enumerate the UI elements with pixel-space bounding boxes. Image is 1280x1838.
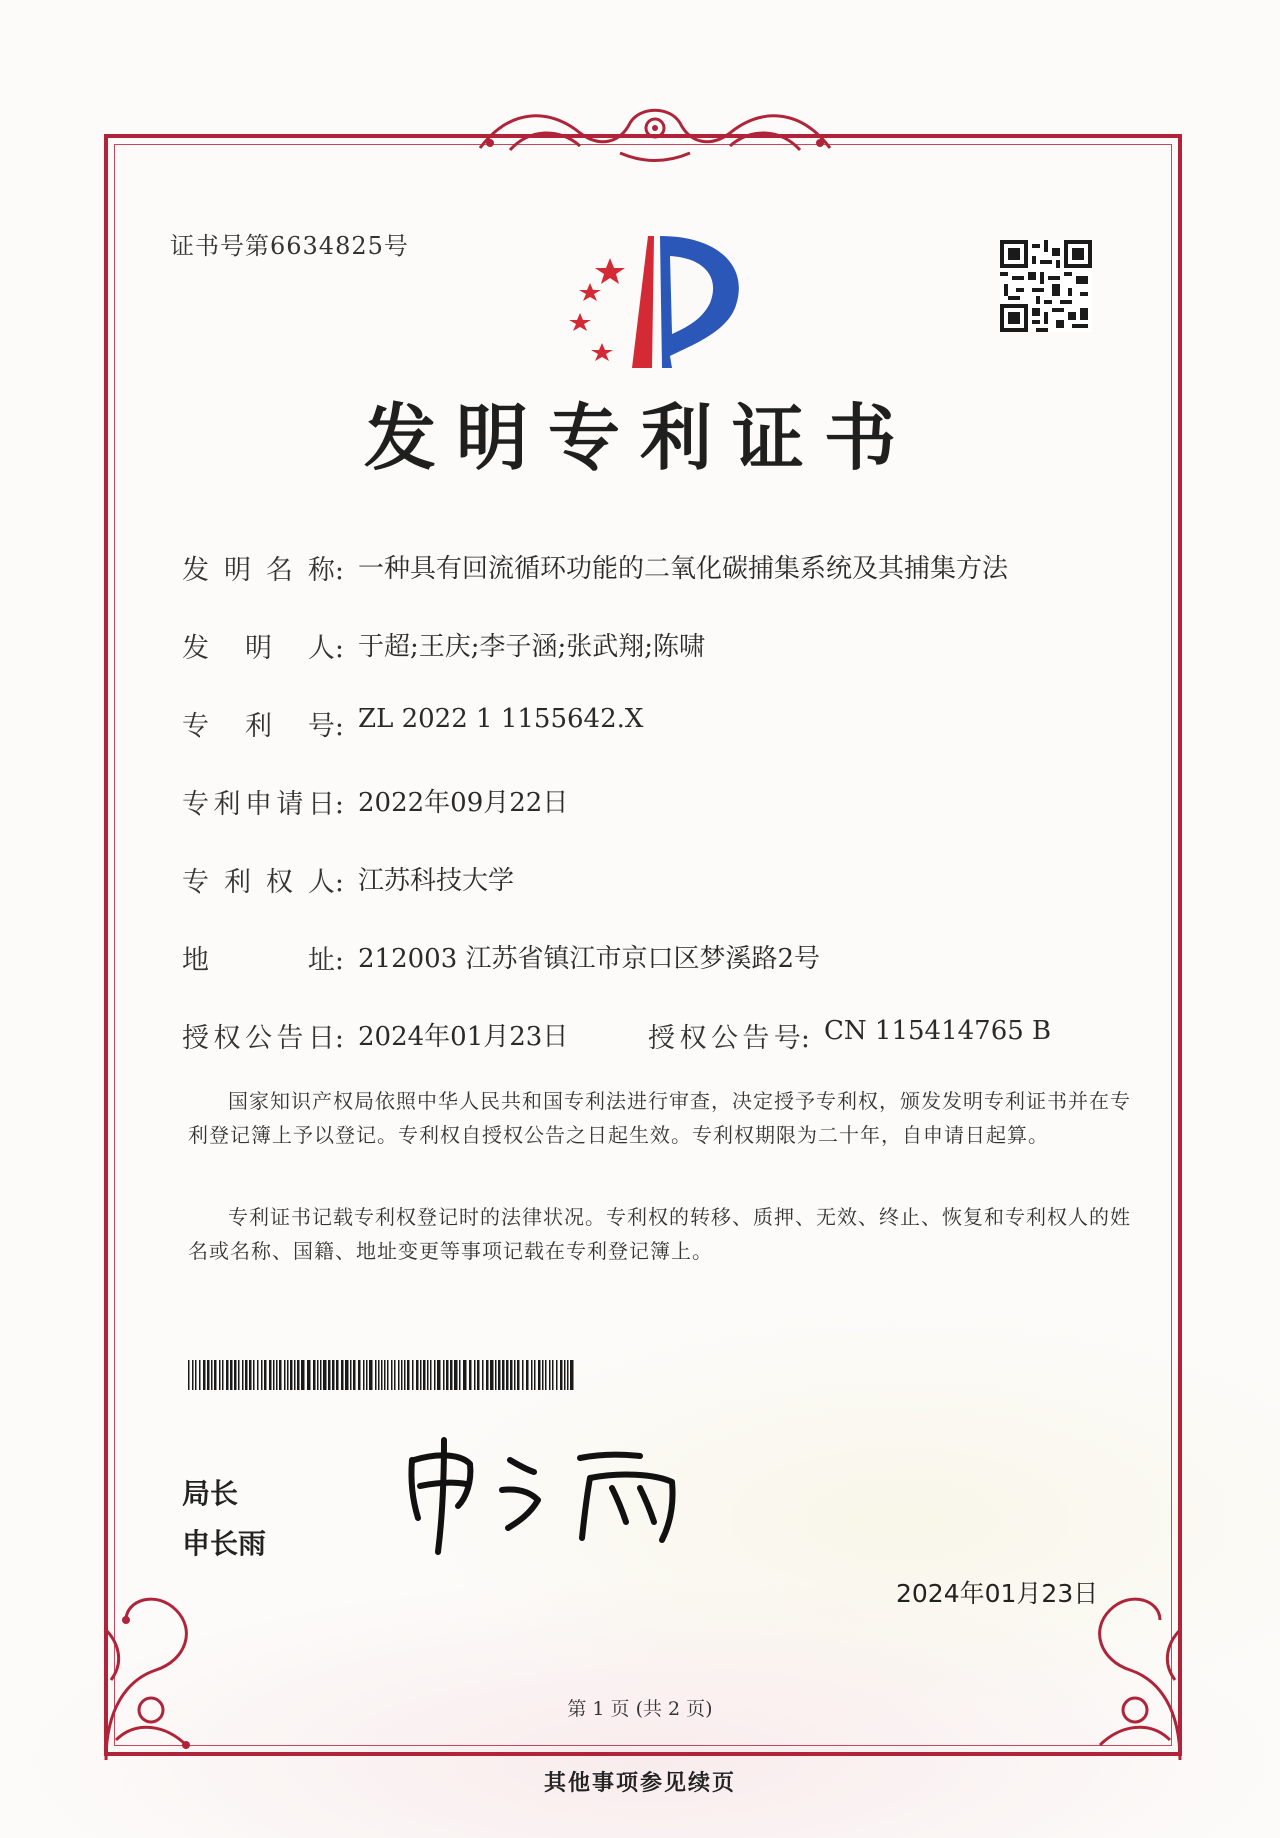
continue-note: 其他事项参见续页 — [543, 1770, 736, 1796]
legal-paragraph-2: 专利证书记载专利权登记时的法律状况。专利权的转移、质押、无效、终止、恢复和专利权人的姓名或名称、国籍、地址变更等事项记载在专利登记簿上。 — [188, 1205, 1131, 1263]
signature-icon — [400, 1430, 700, 1560]
barcode-icon — [188, 1360, 574, 1390]
field-label-invention-name: 发 明 名 称: — [182, 555, 344, 586]
cnipa-logo-icon — [560, 228, 750, 378]
field-label-address: 地 址: — [182, 945, 344, 976]
director-title: 局长 — [182, 1477, 239, 1510]
dragon-ornament-icon — [470, 98, 840, 168]
field-value-grant-pub-no: CN 115414765 B — [824, 1016, 1052, 1046]
field-value-invention-name: 一种具有回流循环功能的二氧化碳捕集系统及其捕集方法 — [358, 554, 1009, 584]
corner-ornament-left-icon — [96, 1560, 226, 1770]
page-indicator: 第 1 页 (共 2 页) — [567, 1698, 713, 1720]
field-label-filing-date: 专 利 申 请 日: — [182, 789, 344, 820]
field-value-grant-date: 2024年01月23日 — [358, 1022, 569, 1052]
field-label-patent-no: 专 利 号: — [182, 711, 344, 742]
field-label-inventors: 发 明 人: — [182, 633, 344, 664]
field-value-patent-no: ZL 2022 1 1155642.X — [358, 704, 644, 734]
field-value-inventors: 于超;王庆;李子涵;张武翔;陈啸 — [358, 632, 706, 662]
field-value-filing-date: 2022年09月22日 — [358, 788, 569, 818]
qr-code-icon — [1000, 240, 1092, 332]
certificate-number: 证书号第6634825号 — [170, 232, 409, 260]
legal-paragraph-1: 国家知识产权局依照中华人民共和国专利法进行审查，决定授予专利权，颁发发明专利证书并在专利登记簿上予以登记。专利权自授权公告之日起生效。专利权期限为二十年，自申请日起算。 — [188, 1089, 1131, 1147]
field-value-address: 212003 江苏省镇江市京口区梦溪路2号 — [358, 944, 821, 974]
page-title: 发明专利证书 — [363, 396, 916, 480]
director-name: 申长雨 — [182, 1527, 267, 1560]
issue-date: 2024年01月23日 — [896, 1579, 1099, 1608]
field-label-patentee: 专 利 权 人: — [182, 867, 344, 898]
field-value-patentee: 江苏科技大学 — [358, 866, 515, 896]
field-label-grant-date: 授 权 公 告 日: — [182, 1023, 344, 1054]
field-label-grant-pub-no: 授 权 公 告 号: — [648, 1023, 810, 1054]
